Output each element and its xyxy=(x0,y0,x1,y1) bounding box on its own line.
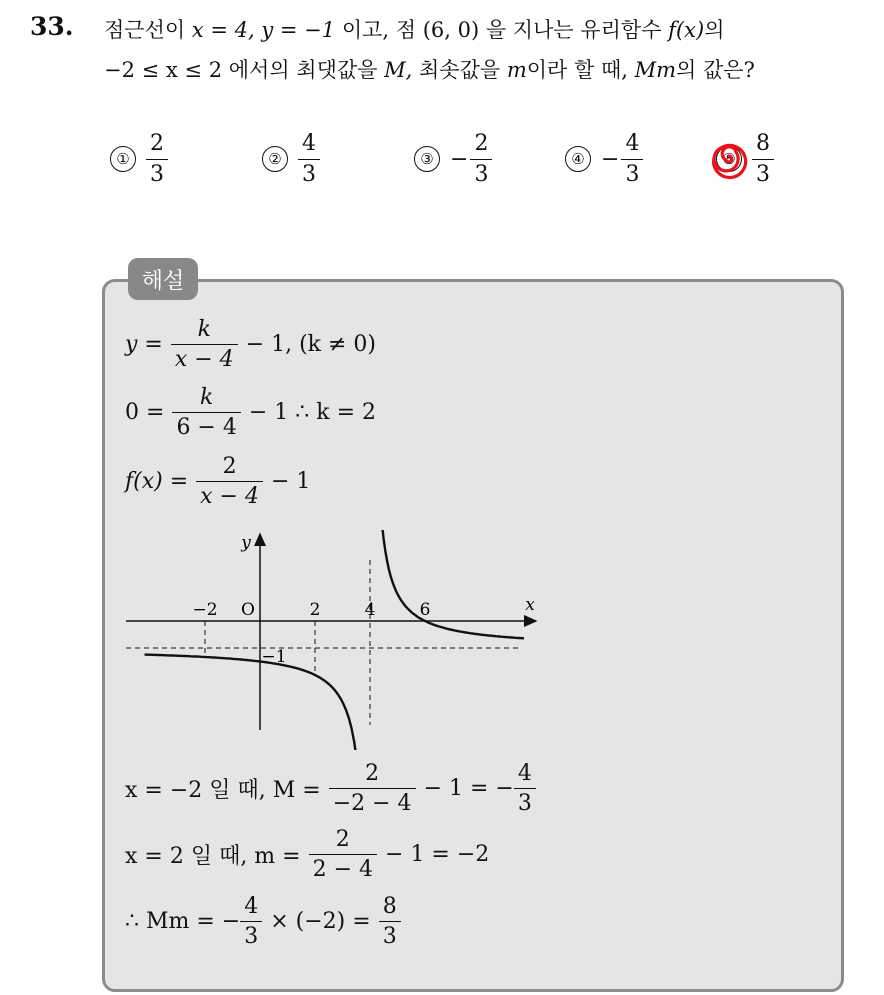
fraction xyxy=(196,455,263,508)
option-2[interactable] xyxy=(262,126,320,192)
denominator: 3 xyxy=(298,159,320,186)
numerator: 4 xyxy=(517,761,532,786)
fraction xyxy=(379,895,401,948)
numerator: 2 xyxy=(474,131,489,157)
denominator: 2 − 4 xyxy=(309,854,377,881)
graph-guides xyxy=(126,560,518,725)
equation-text: − 1 = − xyxy=(423,776,514,802)
fraction xyxy=(514,762,536,815)
question-text: 에서의 최댓값을 xyxy=(228,58,378,82)
denominator: x − 4 xyxy=(196,481,263,508)
numerator: 4 xyxy=(244,894,259,919)
question-text: 최솟값을 xyxy=(419,58,501,82)
option-number: ② xyxy=(262,146,288,172)
graph-labels xyxy=(192,533,535,667)
neg-one-label: −1 xyxy=(261,647,287,667)
option-4[interactable] xyxy=(565,126,643,192)
fraction xyxy=(172,386,240,439)
question-text: 점근선이 xyxy=(104,18,186,42)
numerator: 2 xyxy=(365,761,380,786)
y-axis-label: y xyxy=(241,533,251,553)
solution-line-6 xyxy=(125,895,401,948)
option-5[interactable] xyxy=(716,126,774,192)
equation-text: ∴ Mm = − xyxy=(125,909,241,935)
option-value xyxy=(752,132,774,185)
denominator: 3 xyxy=(514,788,536,815)
option-number: ① xyxy=(110,146,136,172)
equation-text: x = −2 일 때, M = xyxy=(125,778,321,804)
tick-label: 6 xyxy=(419,600,431,620)
asymptote-x: x = 4, xyxy=(191,18,255,42)
denominator: −2 − 4 xyxy=(329,788,416,815)
option-value xyxy=(298,132,320,185)
denominator: 3 xyxy=(621,159,643,186)
option-1[interactable] xyxy=(110,126,168,192)
solution-line-1 xyxy=(125,318,376,371)
question-line-2 xyxy=(104,54,755,84)
numerator: 4 xyxy=(302,131,316,157)
equation-text: − 1 = −2 xyxy=(385,842,490,868)
equation-text: − 1 xyxy=(270,469,311,495)
numerator: k xyxy=(199,385,214,410)
origin-label: O xyxy=(241,600,255,620)
min-variable: m xyxy=(506,58,527,82)
max-variable: M, xyxy=(384,58,413,82)
option-value xyxy=(621,132,643,185)
option-sign: − xyxy=(601,146,620,172)
denominator: x − 4 xyxy=(171,344,238,371)
equation-text: 0 = xyxy=(125,400,165,426)
question-number: 33. xyxy=(30,12,74,41)
numerator: 2 xyxy=(222,454,237,479)
option-number: ⑤ xyxy=(716,146,742,172)
denominator: 3 xyxy=(240,921,262,948)
equation-text: y = xyxy=(125,332,163,358)
fraction xyxy=(309,828,377,881)
question-text: 이라 할 때, xyxy=(526,58,628,82)
function-graph xyxy=(118,530,538,750)
fraction xyxy=(329,762,416,815)
solution-tag: 해설 xyxy=(128,258,198,300)
option-value xyxy=(470,132,492,185)
question-text: 이고, 점 (6, 0) 을 지나는 유리함수 xyxy=(341,18,662,42)
denominator: 3 xyxy=(146,159,168,186)
function-name: f(x) xyxy=(668,18,705,42)
option-value xyxy=(146,132,168,185)
question-text: 의 xyxy=(704,18,725,42)
numerator: 8 xyxy=(756,131,770,157)
answer-mark xyxy=(716,146,742,172)
solution-line-2 xyxy=(125,386,376,439)
denominator: 6 − 4 xyxy=(172,412,240,439)
domain-range: −2 ≤ x ≤ 2 xyxy=(104,58,223,82)
option-3[interactable] xyxy=(414,126,492,192)
denominator: 3 xyxy=(379,921,401,948)
solution-line-3 xyxy=(125,455,310,508)
curve-left-branch xyxy=(145,655,360,750)
question-text: 의 값은? xyxy=(676,58,755,82)
equation-text: − 1 ∴ k = 2 xyxy=(248,400,377,426)
numerator: k xyxy=(197,317,211,342)
asymptote-y: y = −1 xyxy=(261,18,336,42)
x-axis-label: x xyxy=(525,595,535,615)
tick-label: 4 xyxy=(364,600,376,620)
option-number: ③ xyxy=(414,146,440,172)
solution-line-4 xyxy=(125,762,536,815)
denominator: 3 xyxy=(752,159,774,186)
curve-right-branch xyxy=(382,530,524,638)
solution-line-5 xyxy=(125,828,489,881)
equation-text: x = 2 일 때, m = xyxy=(125,844,301,870)
numerator: 2 xyxy=(335,827,350,852)
fraction xyxy=(171,318,238,371)
product-variable: Mm xyxy=(634,58,677,82)
numerator: 2 xyxy=(150,131,164,157)
option-number: ④ xyxy=(565,146,591,172)
option-sign: − xyxy=(450,146,469,172)
tick-label: −2 xyxy=(192,600,218,620)
equation-text: f(x) = xyxy=(125,469,189,495)
fraction xyxy=(240,895,262,948)
equation-text: × (−2) = xyxy=(270,909,371,935)
numerator: 8 xyxy=(382,894,397,919)
numerator: 4 xyxy=(625,131,640,157)
red-spiral-mark-icon xyxy=(708,138,750,180)
tick-label: 2 xyxy=(309,600,321,620)
equation-text: − 1, (k ≠ 0) xyxy=(245,332,377,358)
denominator: 3 xyxy=(470,159,492,186)
question-line-1 xyxy=(104,14,724,44)
